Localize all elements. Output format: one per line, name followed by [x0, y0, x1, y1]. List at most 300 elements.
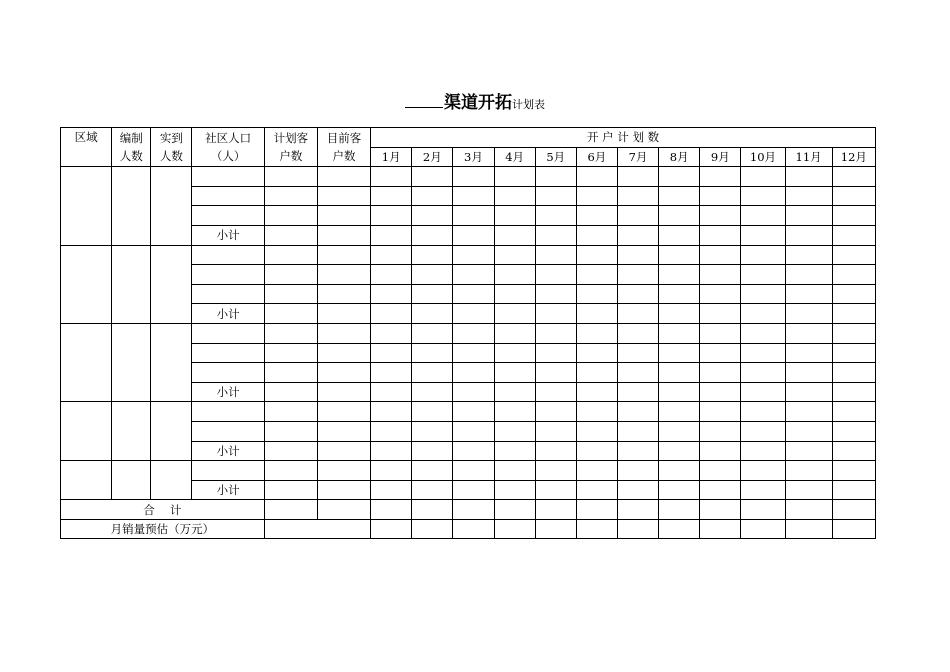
- data-cell: [832, 402, 875, 422]
- data-cell: [264, 402, 317, 422]
- data-cell: [494, 265, 535, 285]
- data-cell: [576, 441, 617, 461]
- data-cell: [317, 500, 370, 520]
- header-month: 12月: [832, 147, 875, 167]
- region-cell: [61, 402, 112, 461]
- data-cell: [659, 421, 700, 441]
- staff-cell: [112, 245, 151, 323]
- actual-cell: [151, 461, 192, 500]
- data-cell: [576, 245, 617, 265]
- data-cell: [412, 382, 453, 402]
- data-cell: [371, 284, 412, 304]
- header-row-1: [61, 128, 876, 148]
- data-cell: [700, 265, 741, 285]
- data-cell: [832, 304, 875, 324]
- data-cell: [412, 461, 453, 481]
- population-cell: [192, 343, 264, 363]
- data-cell: [371, 167, 412, 187]
- data-cell: [317, 402, 370, 422]
- data-cell: [494, 441, 535, 461]
- data-cell: [453, 284, 494, 304]
- data-cell: [317, 167, 370, 187]
- data-cell: [371, 225, 412, 245]
- data-cell: [494, 382, 535, 402]
- data-cell: [832, 382, 875, 402]
- data-cell: [412, 304, 453, 324]
- header-population: 社区人口 （人）: [192, 128, 264, 167]
- data-cell: [617, 461, 658, 481]
- monthly-sales-row: [61, 519, 876, 539]
- data-cell: [700, 402, 741, 422]
- data-cell: [785, 186, 832, 206]
- data-cell: [412, 225, 453, 245]
- data-cell: [264, 186, 317, 206]
- data-cell: [535, 304, 576, 324]
- data-cell: [741, 245, 785, 265]
- data-cell: [576, 421, 617, 441]
- data-cell: [264, 500, 317, 520]
- data-cell: [494, 186, 535, 206]
- data-cell: [453, 382, 494, 402]
- data-cell: [371, 304, 412, 324]
- header-month: 10月: [741, 147, 785, 167]
- data-cell: [700, 304, 741, 324]
- data-cell: [785, 519, 832, 539]
- data-cell: [741, 363, 785, 383]
- data-cell: [535, 186, 576, 206]
- data-cell: [576, 402, 617, 422]
- data-cell: [317, 225, 370, 245]
- data-cell: [617, 480, 658, 500]
- data-cell: [264, 480, 317, 500]
- title-blank-line: [405, 91, 443, 108]
- data-cell: [832, 323, 875, 343]
- data-cell: [617, 206, 658, 226]
- data-cell: [371, 480, 412, 500]
- data-cell: [317, 480, 370, 500]
- data-cell: [412, 265, 453, 285]
- data-cell: [741, 519, 785, 539]
- data-cell: [785, 382, 832, 402]
- data-cell: [535, 284, 576, 304]
- data-cell: [785, 461, 832, 481]
- header-actual: 实到 人数: [151, 128, 192, 167]
- data-cell: [617, 363, 658, 383]
- data-cell: [617, 441, 658, 461]
- staff-cell: [112, 461, 151, 500]
- data-cell: [453, 519, 494, 539]
- data-cell: [617, 284, 658, 304]
- data-cell: [741, 167, 785, 187]
- data-cell: [659, 461, 700, 481]
- data-cell: [741, 402, 785, 422]
- data-cell: [785, 323, 832, 343]
- data-cell: [453, 461, 494, 481]
- table-row: [61, 323, 876, 343]
- data-cell: [700, 186, 741, 206]
- data-cell: [785, 441, 832, 461]
- data-cell: [659, 304, 700, 324]
- data-cell: [659, 323, 700, 343]
- data-cell: [317, 265, 370, 285]
- data-cell: [700, 225, 741, 245]
- data-cell: [453, 265, 494, 285]
- data-cell: [700, 441, 741, 461]
- data-cell: [535, 245, 576, 265]
- data-cell: [535, 363, 576, 383]
- data-cell: [832, 461, 875, 481]
- data-cell: [576, 167, 617, 187]
- data-cell: [785, 304, 832, 324]
- data-cell: [412, 245, 453, 265]
- data-cell: [494, 304, 535, 324]
- header-month: 4月: [494, 147, 535, 167]
- data-cell: [785, 206, 832, 226]
- population-cell: [192, 402, 264, 422]
- data-cell: [617, 265, 658, 285]
- data-cell: [535, 519, 576, 539]
- data-cell: [617, 245, 658, 265]
- data-cell: [317, 461, 370, 481]
- data-cell: [700, 284, 741, 304]
- data-cell: [371, 441, 412, 461]
- data-cell: [535, 382, 576, 402]
- data-cell: [785, 284, 832, 304]
- data-cell: [412, 323, 453, 343]
- data-cell: [371, 245, 412, 265]
- population-cell: [192, 421, 264, 441]
- data-cell: [317, 245, 370, 265]
- data-cell: [741, 500, 785, 520]
- data-cell: [576, 343, 617, 363]
- data-cell: [412, 363, 453, 383]
- data-cell: [700, 500, 741, 520]
- header-month: 3月: [453, 147, 494, 167]
- data-cell: [453, 500, 494, 520]
- data-cell: [659, 206, 700, 226]
- data-cell: [453, 323, 494, 343]
- data-cell: [494, 323, 535, 343]
- header-current-clients: 目前客 户数: [317, 128, 370, 167]
- data-cell: [576, 265, 617, 285]
- total-label: 合 计: [61, 500, 265, 520]
- data-cell: [453, 225, 494, 245]
- data-cell: [659, 167, 700, 187]
- data-cell: [576, 363, 617, 383]
- data-cell: [453, 304, 494, 324]
- data-cell: [785, 265, 832, 285]
- data-cell: [832, 500, 875, 520]
- data-cell: [617, 167, 658, 187]
- data-cell: [617, 421, 658, 441]
- data-cell: [317, 441, 370, 461]
- data-cell: [700, 519, 741, 539]
- data-cell: [659, 225, 700, 245]
- data-cell: [576, 480, 617, 500]
- data-cell: [412, 421, 453, 441]
- data-cell: [785, 363, 832, 383]
- data-cell: [535, 402, 576, 422]
- header-plan-clients: 计划客 户数: [264, 128, 317, 167]
- data-cell: [317, 323, 370, 343]
- data-cell: [412, 500, 453, 520]
- data-cell: [741, 206, 785, 226]
- data-cell: [832, 186, 875, 206]
- data-cell: [832, 519, 875, 539]
- data-cell: [576, 206, 617, 226]
- data-cell: [494, 421, 535, 441]
- data-cell: [371, 186, 412, 206]
- data-cell: [741, 265, 785, 285]
- data-cell: [535, 225, 576, 245]
- data-cell: [317, 206, 370, 226]
- data-cell: [741, 323, 785, 343]
- data-cell: [832, 206, 875, 226]
- data-cell: [832, 343, 875, 363]
- subtotal-label: 小计: [192, 304, 264, 324]
- subtotal-label: 小计: [192, 480, 264, 500]
- population-cell: [192, 186, 264, 206]
- data-cell: [494, 245, 535, 265]
- staff-cell: [112, 167, 151, 245]
- data-cell: [832, 265, 875, 285]
- table-row: [61, 461, 876, 481]
- data-cell: [785, 402, 832, 422]
- header-month: 11月: [785, 147, 832, 167]
- subtotal-label: 小计: [192, 441, 264, 461]
- data-cell: [264, 167, 317, 187]
- data-cell: [264, 284, 317, 304]
- data-cell: [617, 519, 658, 539]
- data-cell: [264, 206, 317, 226]
- data-cell: [832, 363, 875, 383]
- table-row: [61, 402, 876, 422]
- data-cell: [535, 421, 576, 441]
- data-cell: [371, 323, 412, 343]
- data-cell: [741, 186, 785, 206]
- data-cell: [535, 265, 576, 285]
- population-cell: [192, 284, 264, 304]
- population-cell: [192, 323, 264, 343]
- data-cell: [741, 225, 785, 245]
- data-cell: [264, 421, 317, 441]
- data-cell: [264, 265, 317, 285]
- data-cell: [494, 343, 535, 363]
- data-cell: [535, 343, 576, 363]
- data-cell: [617, 304, 658, 324]
- data-cell: [494, 284, 535, 304]
- title-suffix: 计划表: [512, 98, 545, 111]
- data-cell: [785, 167, 832, 187]
- data-cell: [617, 225, 658, 245]
- subtotal-label: 小计: [192, 225, 264, 245]
- actual-cell: [151, 323, 192, 401]
- data-cell: [576, 461, 617, 481]
- data-cell: [412, 206, 453, 226]
- data-cell: [494, 363, 535, 383]
- population-cell: [192, 265, 264, 285]
- population-cell: [192, 245, 264, 265]
- data-cell: [494, 480, 535, 500]
- data-cell: [700, 343, 741, 363]
- data-cell: [494, 206, 535, 226]
- data-cell: [453, 421, 494, 441]
- data-cell: [617, 343, 658, 363]
- data-cell: [264, 343, 317, 363]
- data-cell: [371, 461, 412, 481]
- region-cell: [61, 167, 112, 245]
- data-cell: [453, 206, 494, 226]
- data-cell: [535, 323, 576, 343]
- data-cell: [494, 500, 535, 520]
- actual-cell: [151, 402, 192, 461]
- data-cell: [535, 461, 576, 481]
- data-cell: [741, 382, 785, 402]
- header-month: 2月: [412, 147, 453, 167]
- region-cell: [61, 461, 112, 500]
- data-cell: [264, 382, 317, 402]
- data-cell: [832, 245, 875, 265]
- plan-table: [60, 127, 876, 539]
- data-cell: [700, 206, 741, 226]
- data-cell: [741, 421, 785, 441]
- data-cell: [535, 167, 576, 187]
- data-cell: [659, 245, 700, 265]
- header-month: 9月: [700, 147, 741, 167]
- data-cell: [412, 441, 453, 461]
- data-cell: [576, 225, 617, 245]
- table-row: [61, 167, 876, 187]
- data-cell: [785, 480, 832, 500]
- data-cell: [576, 186, 617, 206]
- data-cell: [317, 284, 370, 304]
- data-cell: [494, 461, 535, 481]
- data-cell: [785, 245, 832, 265]
- data-cell: [700, 363, 741, 383]
- data-cell: [412, 284, 453, 304]
- table-row: [61, 245, 876, 265]
- data-cell: [617, 323, 658, 343]
- data-cell: [264, 323, 317, 343]
- data-cell: [832, 284, 875, 304]
- data-cell: [700, 323, 741, 343]
- data-cell: [741, 304, 785, 324]
- data-cell: [576, 500, 617, 520]
- data-cell: [700, 245, 741, 265]
- data-cell: [371, 402, 412, 422]
- data-cell: [700, 382, 741, 402]
- data-cell: [371, 519, 412, 539]
- data-cell: [264, 225, 317, 245]
- actual-cell: [151, 245, 192, 323]
- region-cell: [61, 245, 112, 323]
- data-cell: [832, 167, 875, 187]
- data-cell: [576, 304, 617, 324]
- data-cell: [535, 441, 576, 461]
- data-cell: [659, 343, 700, 363]
- data-cell: [453, 186, 494, 206]
- data-cell: [576, 323, 617, 343]
- data-cell: [700, 421, 741, 441]
- data-cell: [832, 480, 875, 500]
- data-cell: [741, 284, 785, 304]
- data-cell: [785, 343, 832, 363]
- data-cell: [617, 402, 658, 422]
- data-cell: [264, 363, 317, 383]
- header-staff: 编制 人数: [112, 128, 151, 167]
- data-cell: [453, 245, 494, 265]
- data-cell: [617, 500, 658, 520]
- data-cell: [659, 500, 700, 520]
- data-cell: [659, 284, 700, 304]
- data-cell: [535, 500, 576, 520]
- data-cell: [494, 519, 535, 539]
- data-cell: [700, 480, 741, 500]
- data-cell: [785, 500, 832, 520]
- data-cell: [659, 265, 700, 285]
- data-cell: [317, 363, 370, 383]
- data-cell: [264, 519, 370, 539]
- header-month: 1月: [371, 147, 412, 167]
- data-cell: [412, 343, 453, 363]
- data-cell: [264, 441, 317, 461]
- data-cell: [371, 343, 412, 363]
- data-cell: [371, 500, 412, 520]
- data-cell: [317, 304, 370, 324]
- data-cell: [371, 363, 412, 383]
- data-cell: [412, 480, 453, 500]
- data-cell: [412, 519, 453, 539]
- data-cell: [535, 480, 576, 500]
- data-cell: [535, 206, 576, 226]
- data-cell: [494, 402, 535, 422]
- data-cell: [741, 461, 785, 481]
- data-cell: [741, 343, 785, 363]
- region-cell: [61, 323, 112, 401]
- data-cell: [317, 382, 370, 402]
- data-cell: [371, 265, 412, 285]
- data-cell: [371, 421, 412, 441]
- data-cell: [317, 421, 370, 441]
- header-monthly-plan: 开 户 计 划 数: [371, 128, 876, 148]
- staff-cell: [112, 323, 151, 401]
- population-cell: [192, 461, 264, 481]
- data-cell: [832, 421, 875, 441]
- data-cell: [659, 363, 700, 383]
- data-cell: [371, 382, 412, 402]
- data-cell: [453, 441, 494, 461]
- data-cell: [494, 225, 535, 245]
- header-region: 区域: [61, 128, 112, 167]
- header-month: 6月: [576, 147, 617, 167]
- population-cell: [192, 206, 264, 226]
- data-cell: [453, 363, 494, 383]
- data-cell: [832, 441, 875, 461]
- data-cell: [453, 343, 494, 363]
- header-month: 8月: [659, 147, 700, 167]
- data-cell: [617, 186, 658, 206]
- data-cell: [264, 461, 317, 481]
- data-cell: [576, 284, 617, 304]
- data-cell: [264, 304, 317, 324]
- data-cell: [659, 382, 700, 402]
- data-cell: [453, 402, 494, 422]
- data-cell: [659, 480, 700, 500]
- data-cell: [785, 225, 832, 245]
- data-cell: [494, 167, 535, 187]
- data-cell: [700, 167, 741, 187]
- data-cell: [264, 245, 317, 265]
